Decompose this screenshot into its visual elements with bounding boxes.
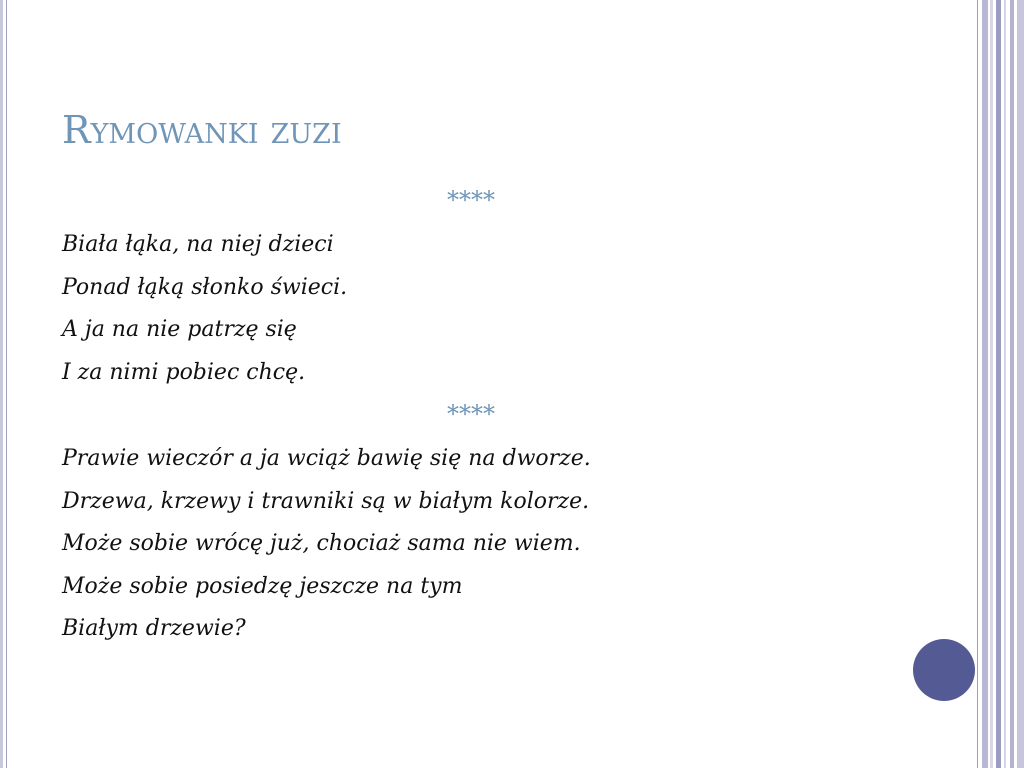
right-decor-stripe <box>990 0 993 768</box>
right-decor-stripe <box>1004 0 1006 768</box>
right-decor-stripe <box>996 0 1001 768</box>
left-border-line <box>0 0 3 768</box>
right-decor-stripe <box>1010 0 1014 768</box>
verse-line: Biała łąka, na niej dzieci <box>62 232 334 257</box>
decorative-circle <box>913 639 975 701</box>
verse-line: Ponad łąką słonko świeci. <box>62 274 348 300</box>
verse-line: Może sobie wrócę już, chociaż sama nie wiem. <box>62 531 581 556</box>
stanza-2 <box>62 438 922 651</box>
verse-line: Białym drzewie? <box>62 616 246 641</box>
verse-line: I za nimi pobiec chcę. <box>62 359 306 385</box>
stanza-1 <box>62 224 922 394</box>
verse-line: Drzewa, krzewy i trawniki są w białym kolorze. <box>62 488 590 514</box>
slide-title: Rymowanki zuzi <box>62 108 342 152</box>
slide-body <box>62 180 922 651</box>
left-border-line-thin <box>6 0 7 768</box>
right-decor-stripe <box>977 0 978 768</box>
stanza-separator: **** <box>447 186 495 214</box>
verse-line: Może sobie posiedzę jeszcze na tym <box>62 573 463 599</box>
verse-line: A ja na nie patrzę się <box>62 317 297 342</box>
verse-line: Prawie wieczór a ja wciąż bawię się na dworze. <box>62 446 591 471</box>
stanza-separator: **** <box>447 400 495 428</box>
right-decor-stripe <box>982 0 988 768</box>
right-decor-stripe <box>1017 0 1024 768</box>
